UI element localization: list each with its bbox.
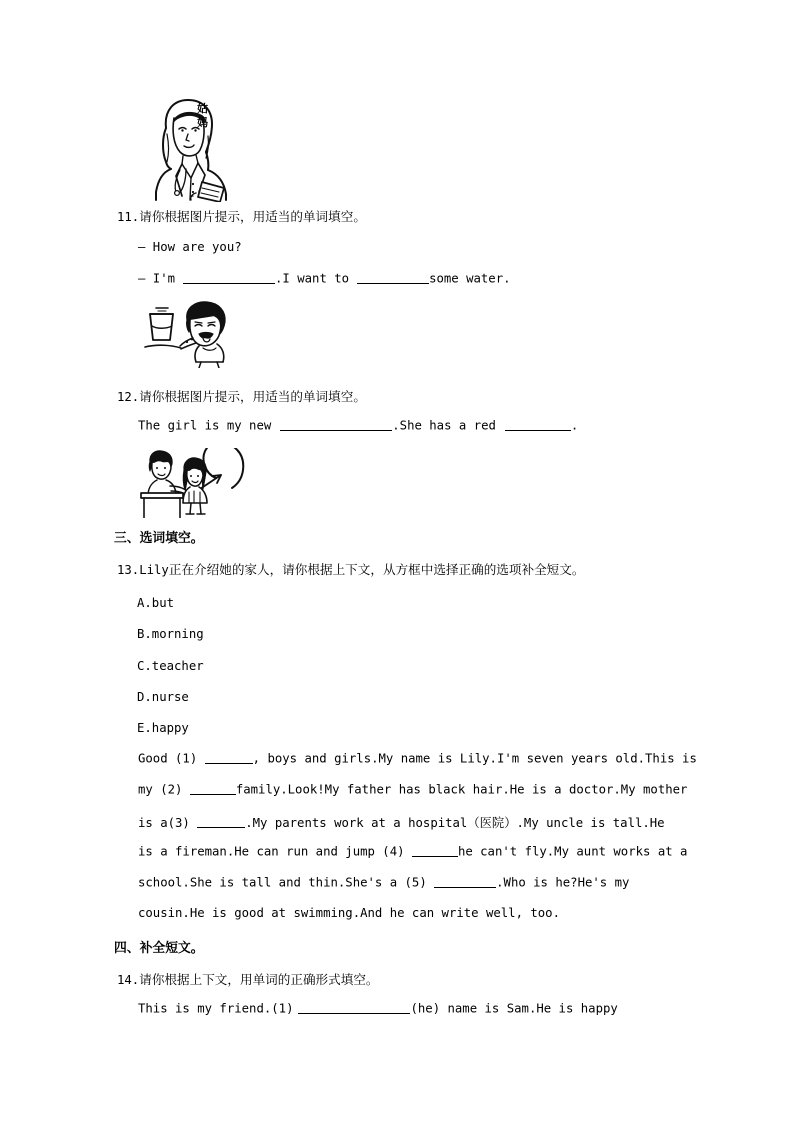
q12-blank-2[interactable]	[505, 418, 571, 431]
passage-3-text-a: is a(3)	[138, 816, 198, 830]
aunt-figure-caption: 姑妈	[197, 102, 208, 129]
question-12-prompt-text: 请你根据图片提示，用适当的单词填空。	[139, 389, 366, 404]
passage-5-text-a: school.She is tall and thin.She's a (5)	[138, 875, 435, 890]
q11-line2-segment-a: — I'm	[138, 271, 176, 286]
question-11-line-1: — How are you?	[138, 240, 242, 254]
q12-segment-b: .She has a red	[392, 418, 496, 433]
q12-segment-c: .	[570, 418, 579, 433]
passage-line-1	[138, 751, 697, 766]
q12-blank-1[interactable]	[280, 418, 392, 431]
q11-line2-segment-c: some water.	[429, 271, 511, 286]
passage-line-3	[138, 813, 665, 831]
passage-line-4	[138, 844, 687, 859]
q11-blank-1[interactable]	[183, 271, 275, 284]
section-4-heading: 四、补全短文。	[114, 941, 204, 956]
passage-2-text-a: my (2)	[138, 782, 190, 797]
passage-blank-1[interactable]	[205, 751, 253, 764]
aunt-doctor-illustration	[136, 92, 241, 202]
question-14-prompt-text: 请你根据上下文，用单词的正确形式填空。	[139, 972, 379, 987]
question-13-prompt-text: 正在介绍她的家人，请你根据上下文，从方框中选择正确的选项补全短文。	[168, 562, 585, 577]
introducing-girl-illustration	[137, 448, 247, 518]
question-11-prompt-text: 请你根据图片提示，用适当的单词填空。	[139, 209, 366, 224]
passage-blank-4[interactable]	[412, 844, 458, 857]
question-11-prompt	[117, 206, 366, 225]
passage-4-text-a: is a fireman.He can run and jump (4)	[138, 844, 412, 859]
passage-3-text-b: .My parents work at a hospital（医院）.My uncle is tall.He	[245, 816, 665, 830]
passage-1-text-b: , boys and girls.My name is Lily.I'm seven years old.This is	[252, 751, 697, 766]
passage-line-5	[138, 875, 629, 890]
q12-segment-a: The girl is my new	[138, 418, 272, 433]
passage-line-2	[138, 782, 687, 797]
question-12-number: 12.	[117, 390, 140, 404]
question-13-number: 13.	[117, 563, 140, 577]
option-a[interactable]: A.but	[137, 596, 175, 610]
passage-blank-3[interactable]	[197, 815, 245, 828]
passage-blank-2[interactable]	[190, 782, 236, 795]
thirsty-boy-illustration	[137, 298, 242, 368]
passage-4-text-b: he can't fly.My aunt works at a	[457, 844, 688, 859]
question-11-number: 11.	[117, 210, 140, 224]
question-13-name: Lily	[139, 563, 169, 577]
q11-line2-segment-b: .I want to	[275, 271, 350, 286]
question-14-prompt	[117, 969, 379, 988]
option-c[interactable]: C.teacher	[137, 659, 204, 673]
passage-line-6: cousin.He is good at swimming.And he can write well, too.	[138, 906, 560, 920]
q14-segment-b: (he) name is Sam.He is happy	[410, 1001, 618, 1016]
passage-blank-5[interactable]	[434, 875, 496, 888]
q14-segment-a: This is my friend.(1)	[138, 1001, 294, 1016]
passage-2-text-b: family.Look!My father has black hair.He is a doctor.My mother	[235, 782, 688, 797]
question-14-line	[138, 1001, 618, 1016]
option-e[interactable]: E.happy	[137, 721, 189, 735]
question-11-line-2	[138, 271, 511, 286]
passage-1-text-a: Good (1)	[138, 751, 205, 766]
option-d[interactable]: D.nurse	[137, 690, 189, 704]
q11-blank-2[interactable]	[357, 271, 429, 284]
option-b[interactable]: B.morning	[137, 627, 204, 641]
question-12-prompt	[117, 386, 366, 405]
section-3-heading: 三、选词填空。	[114, 531, 204, 546]
question-13-prompt	[117, 559, 584, 578]
question-14-number: 14.	[117, 973, 140, 987]
passage-5-text-b: .Who is he?He's my	[496, 875, 630, 890]
question-12-line	[138, 418, 578, 433]
q14-blank-1[interactable]	[298, 1001, 410, 1014]
